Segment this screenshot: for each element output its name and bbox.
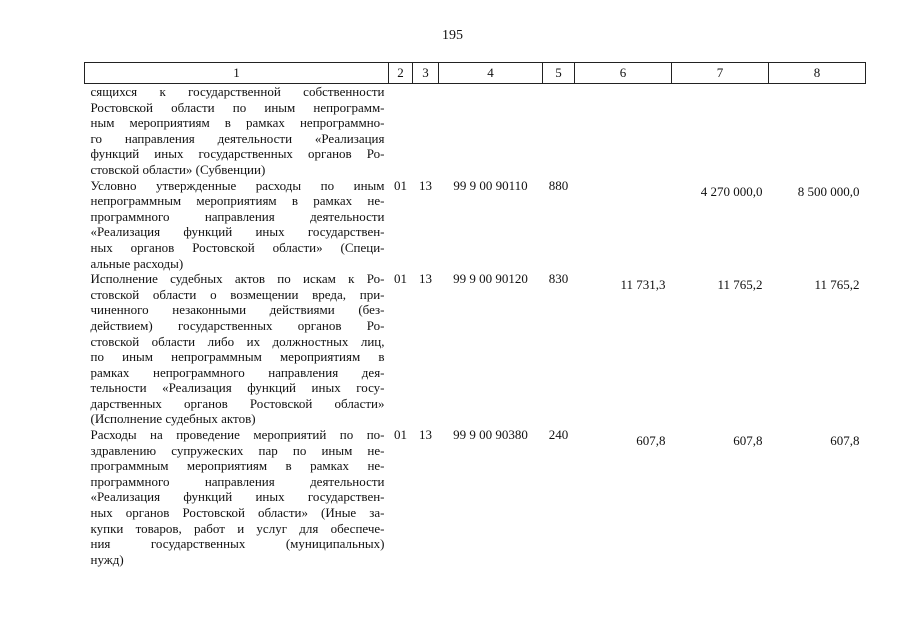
column-header-6: 6 — [575, 63, 672, 84]
cell-amount-col7: 607,8 — [733, 433, 763, 449]
description-line: стовской области либо их должностных лиц, — [90, 333, 385, 349]
description-line: ным мероприятиям в рамках непрограммно- — [90, 115, 385, 131]
cell-amount-col6 — [575, 178, 672, 272]
budget-table — [84, 62, 866, 567]
page-number: 195 — [442, 28, 463, 43]
description-line: действием) государственных органов Ро- — [90, 317, 385, 333]
cell-target-article: 99 9 00 90110 — [453, 177, 528, 193]
cell-amount-col6 — [575, 84, 672, 178]
description-line: «Реализация функций иных государствен- — [90, 224, 385, 240]
cell-section: 01 — [394, 271, 407, 287]
cell-amount-col8: 8 500 000,0 — [797, 183, 860, 199]
cell-subsection: 13 — [419, 177, 432, 193]
cell-amount-col6: 607,8 — [636, 433, 666, 449]
cell-expense-type: 830 — [548, 271, 569, 287]
cell-amount-col7 — [672, 84, 769, 178]
cell-amount-col8: 607,8 — [830, 433, 860, 449]
cell-amount-col7: 11 765,2 — [717, 277, 763, 293]
description-line: (Исполнение судебных актов) — [90, 411, 256, 427]
row-description — [85, 427, 389, 567]
table-row — [85, 178, 866, 272]
column-header-1: 1 — [85, 63, 389, 84]
column-header-5: 5 — [543, 63, 575, 84]
description-line: ных органов Ростовской области» (Иные за- — [90, 505, 385, 521]
column-header-3: 3 — [413, 63, 439, 84]
cell-amount-col7: 4 270 000,0 — [700, 183, 763, 199]
cell-subsection: 13 — [419, 271, 432, 287]
table-header-row — [85, 63, 866, 84]
row-description — [85, 84, 389, 178]
cell-amount-col8: 11 765,2 — [814, 277, 860, 293]
description-line: чиненного незаконными действиями (без- — [90, 302, 385, 318]
description-line: рамках непрограммного направления дея- — [90, 364, 385, 380]
column-header-4: 4 — [439, 63, 543, 84]
description-line: функций иных государственных органов Ро- — [90, 146, 385, 162]
description-line: купки товаров, работ и услуг для обеспече- — [90, 520, 385, 536]
cell-expense-type — [543, 84, 575, 178]
row-description — [85, 271, 389, 427]
table-row — [85, 271, 866, 427]
description-line: дарственных органов Ростовской области» — [90, 395, 385, 411]
description-line: здравлению супружеских пар по иным не- — [90, 442, 385, 458]
description-line: Исполнение судебных актов по искам к Ро- — [90, 271, 385, 287]
description-line: стовской области о возмещении вреда, при- — [90, 286, 385, 302]
cell-target-article — [439, 84, 543, 178]
description-line: сящихся к государственной собственности — [90, 84, 385, 99]
description-line: непрограммным мероприятиям в рамках не- — [90, 193, 385, 209]
cell-expense-type: 880 — [548, 177, 569, 193]
cell-subsection — [413, 84, 439, 178]
cell-target-article: 99 9 00 90120 — [453, 271, 528, 287]
description-line: стовской области» (Субвенции) — [90, 161, 266, 177]
cell-section: 01 — [394, 427, 407, 443]
table-row — [85, 84, 866, 178]
description-line: ния государственных (муниципальных) — [90, 536, 385, 552]
description-line: ных органов Ростовской области» (Специ- — [90, 239, 385, 255]
description-line: го направления деятельности «Реализация — [90, 130, 385, 146]
row-description — [85, 178, 389, 272]
description-line: программным мероприятиям в рамках не- — [90, 458, 385, 474]
cell-subsection: 13 — [419, 427, 432, 443]
description-line: Условно утвержденные расходы по иным — [90, 177, 385, 193]
description-line: нужд) — [90, 551, 124, 567]
cell-expense-type: 240 — [548, 427, 569, 443]
description-line: альные расходы) — [90, 255, 184, 271]
column-header-7: 7 — [672, 63, 769, 84]
table-row — [85, 427, 866, 567]
description-line: Расходы на проведение мероприятий по по- — [90, 427, 385, 443]
description-line: «Реализация функций иных государствен- — [90, 489, 385, 505]
description-line: по иным непрограммным мероприятиям в — [90, 349, 385, 365]
column-header-8: 8 — [769, 63, 866, 84]
description-line: программного направления деятельности — [90, 473, 385, 489]
description-line: программного направления деятельности — [90, 208, 385, 224]
cell-amount-col8 — [769, 84, 866, 178]
cell-target-article: 99 9 00 90380 — [453, 427, 528, 443]
column-header-2: 2 — [389, 63, 413, 84]
cell-section — [389, 84, 413, 178]
cell-amount-col6: 11 731,3 — [620, 277, 666, 293]
description-line: тельности «Реализация функций иных госу- — [90, 380, 385, 396]
cell-section: 01 — [394, 177, 407, 193]
description-line: Ростовской области по иным непрограмм- — [90, 99, 385, 115]
